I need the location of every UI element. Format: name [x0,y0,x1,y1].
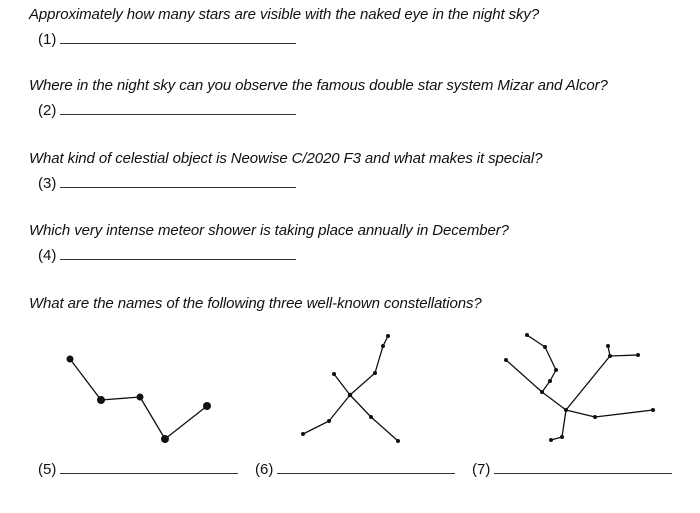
question-4-text: Which very intense meteor shower is taking place annually in December? [29,222,509,239]
constellation-7-line [542,392,566,410]
answer-line-5[interactable] [60,473,238,474]
answer-number-4: (4) [38,247,57,264]
constellation-7-line [610,355,638,356]
answer-number-7: (7) [472,461,491,478]
question-5-text: What are the names of the following three well-known constellations? [29,295,482,312]
answer-number-2: (2) [38,102,57,119]
constellation-7-star [651,408,655,412]
constellation-7-star [525,333,529,337]
answer-line-6[interactable] [277,473,455,474]
constellation-7-star [608,354,612,358]
constellation-7-line [545,347,556,370]
constellation-7-star [554,368,558,372]
constellation-7-star [636,353,640,357]
answer-row-5 [38,461,238,478]
answer-number-5: (5) [38,461,57,478]
answer-number-6: (6) [255,461,274,478]
answer-number-1: (1) [38,31,57,48]
constellation-7-star [606,344,610,348]
answer-line-7[interactable] [494,473,672,474]
answer-number-3: (3) [38,175,57,192]
constellation-7-star [564,408,568,412]
constellation-7-line [595,410,653,417]
constellation-7-line [566,356,610,410]
answer-row-7 [472,461,672,478]
question-3-text: What kind of celestial object is Neowise C/2020 F3 and what makes it special? [29,150,543,167]
constellation-7-line [542,381,550,392]
question-1-text: Approximately how many stars are visible with the naked eye in the night sky? [29,6,540,23]
constellation-7-star [549,438,553,442]
constellation-7-line [562,410,566,437]
constellation-7-star [593,415,597,419]
constellation-7-star [548,379,552,383]
constellation-7-star [540,390,544,394]
constellation-7-star [543,345,547,349]
constellation-7-star [504,358,508,362]
constellation-7-line [506,360,542,392]
constellation-7-line [527,335,545,347]
constellation-7-star [560,435,564,439]
question-2-text: Where in the night sky can you observe the famous double star system Mizar and Alcor? [29,77,608,94]
constellation-7-line [566,410,595,417]
answer-row-6 [255,461,455,478]
